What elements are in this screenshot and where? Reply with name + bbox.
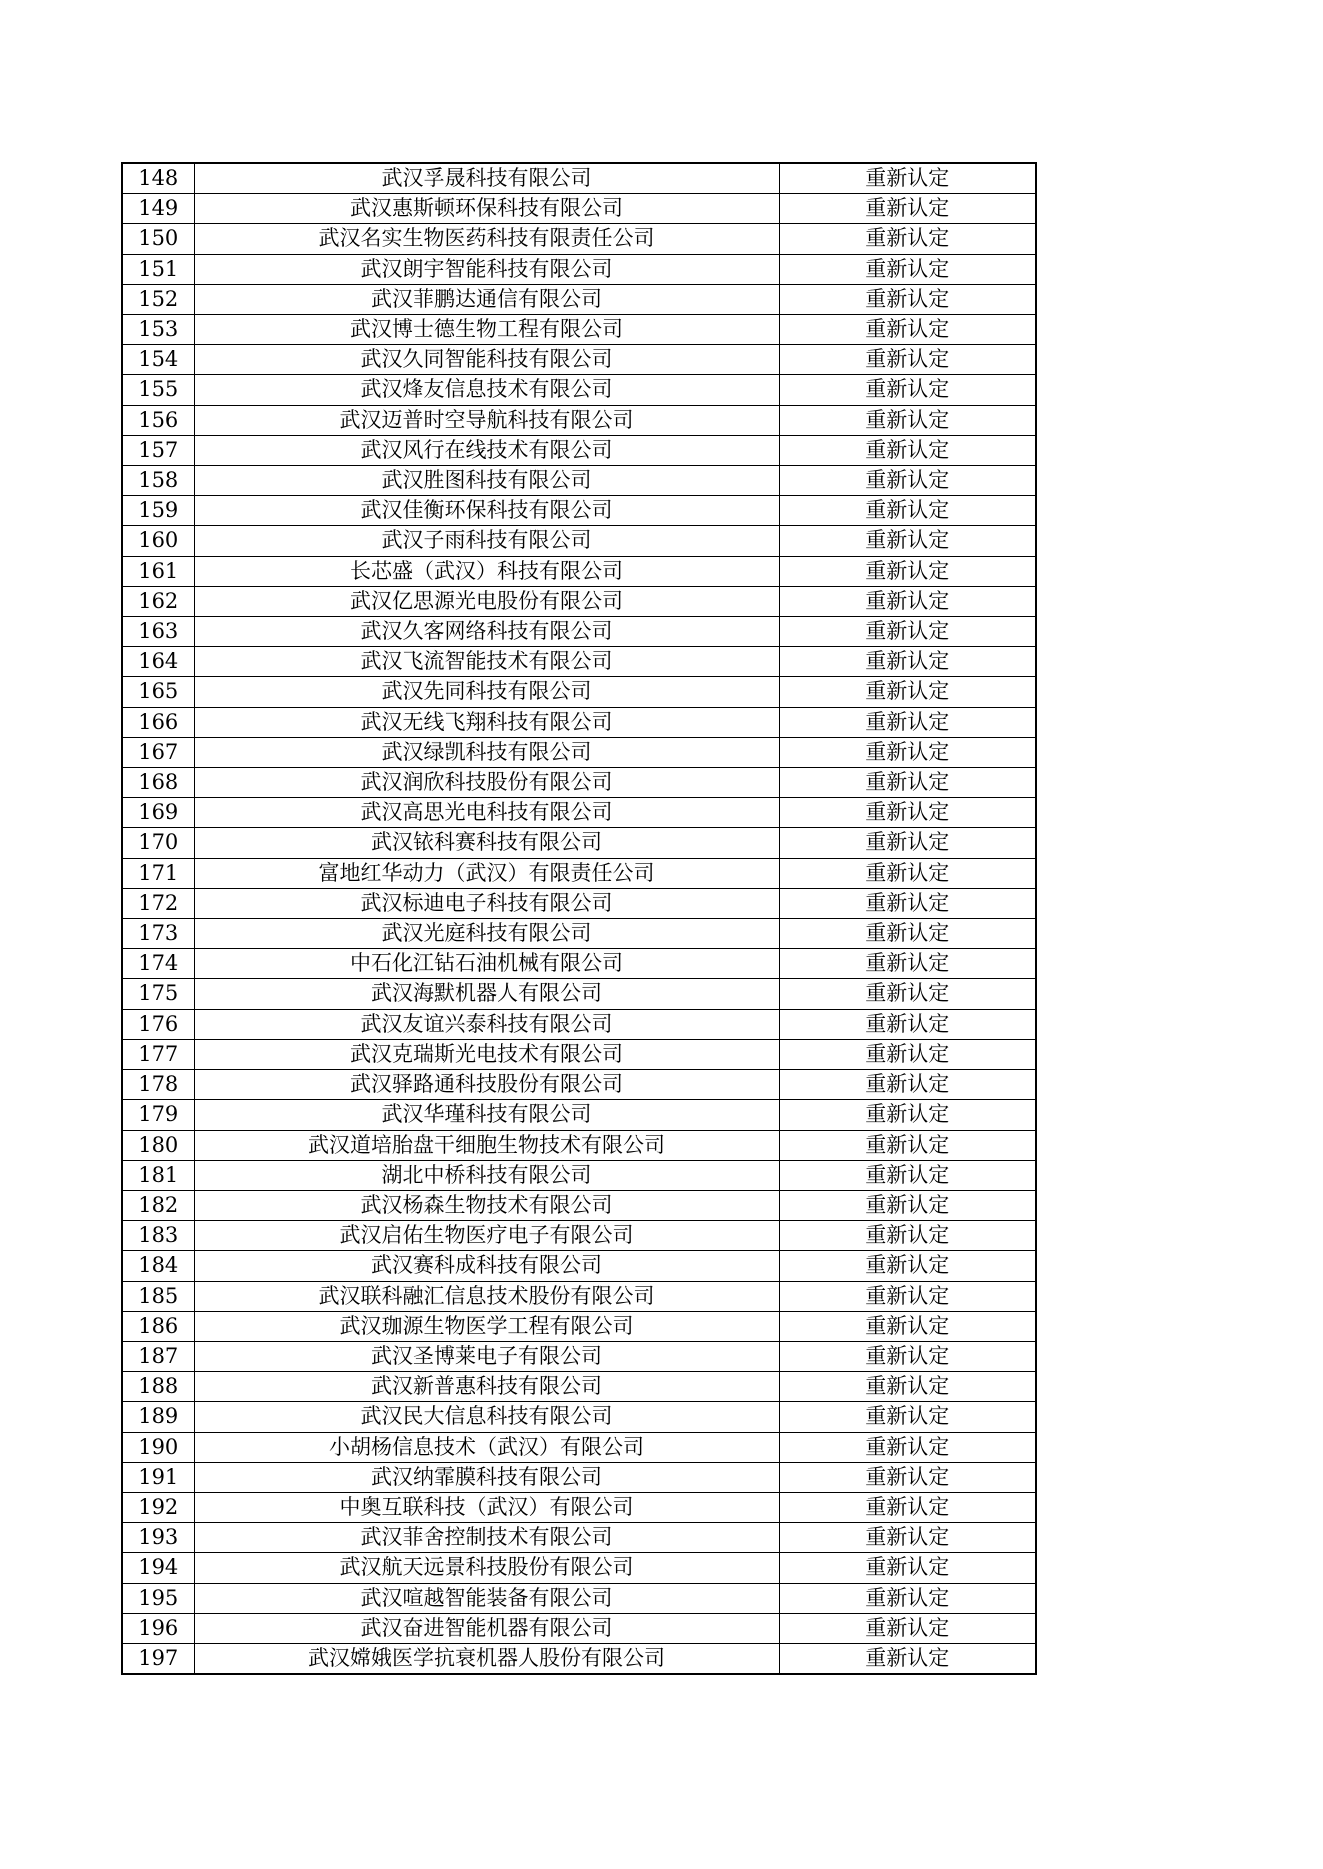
company-name-cell: 武汉珈源生物医学工程有限公司	[194, 1311, 779, 1341]
certification-type-cell: 重新认定	[779, 1432, 1036, 1462]
table-row	[122, 1553, 1036, 1583]
company-name-cell: 武汉赛科成科技有限公司	[194, 1251, 779, 1281]
table-row	[122, 163, 1036, 194]
company-name-cell: 武汉标迪电子科技有限公司	[194, 888, 779, 918]
company-name-cell: 武汉久客网络科技有限公司	[194, 617, 779, 647]
table-row	[122, 1341, 1036, 1371]
certification-type-cell: 重新认定	[779, 1613, 1036, 1643]
company-name-cell: 武汉博士德生物工程有限公司	[194, 315, 779, 345]
certification-type-cell: 重新认定	[779, 1221, 1036, 1251]
company-name-cell: 武汉迈普时空导航科技有限公司	[194, 405, 779, 435]
certification-type-cell: 重新认定	[779, 949, 1036, 979]
certification-type-cell: 重新认定	[779, 526, 1036, 556]
company-list-table	[121, 162, 1037, 1675]
company-name-cell: 武汉子雨科技有限公司	[194, 526, 779, 556]
table-row	[122, 1190, 1036, 1220]
table-row	[122, 828, 1036, 858]
company-name-cell: 武汉久同智能科技有限公司	[194, 345, 779, 375]
company-name-cell: 武汉联科融汇信息技术股份有限公司	[194, 1281, 779, 1311]
certification-type-cell: 重新认定	[779, 1492, 1036, 1522]
table-row	[122, 1613, 1036, 1643]
table-row	[122, 737, 1036, 767]
table-row	[122, 556, 1036, 586]
company-name-cell: 长芯盛（武汉）科技有限公司	[194, 556, 779, 586]
row-number-cell: 168	[122, 768, 194, 798]
table-row	[122, 677, 1036, 707]
row-number-cell: 179	[122, 1100, 194, 1130]
company-name-cell: 武汉圣博莱电子有限公司	[194, 1341, 779, 1371]
row-number-cell: 192	[122, 1492, 194, 1522]
table-row	[122, 1462, 1036, 1492]
table-row	[122, 496, 1036, 526]
company-name-cell: 武汉飞流智能技术有限公司	[194, 647, 779, 677]
table-row	[122, 1432, 1036, 1462]
company-name-cell: 武汉烽友信息技术有限公司	[194, 375, 779, 405]
table-row	[122, 888, 1036, 918]
row-number-cell: 162	[122, 586, 194, 616]
company-name-cell: 武汉嫦娥医学抗衰机器人股份有限公司	[194, 1643, 779, 1674]
certification-type-cell: 重新认定	[779, 828, 1036, 858]
company-name-cell: 富地红华动力（武汉）有限责任公司	[194, 858, 779, 888]
row-number-cell: 160	[122, 526, 194, 556]
certification-type-cell: 重新认定	[779, 677, 1036, 707]
table-row	[122, 586, 1036, 616]
company-name-cell: 武汉克瑞斯光电技术有限公司	[194, 1039, 779, 1069]
table-row	[122, 798, 1036, 828]
certification-type-cell: 重新认定	[779, 1553, 1036, 1583]
row-number-cell: 197	[122, 1643, 194, 1674]
certification-type-cell: 重新认定	[779, 1100, 1036, 1130]
certification-type-cell: 重新认定	[779, 466, 1036, 496]
row-number-cell: 176	[122, 1009, 194, 1039]
company-name-cell: 武汉驿路通科技股份有限公司	[194, 1070, 779, 1100]
table-row	[122, 647, 1036, 677]
certification-type-cell: 重新认定	[779, 496, 1036, 526]
company-name-cell: 武汉纳霏膜科技有限公司	[194, 1462, 779, 1492]
row-number-cell: 190	[122, 1432, 194, 1462]
table-row	[122, 979, 1036, 1009]
certification-type-cell: 重新认定	[779, 315, 1036, 345]
certification-type-cell: 重新认定	[779, 1341, 1036, 1371]
row-number-cell: 178	[122, 1070, 194, 1100]
certification-type-cell: 重新认定	[779, 224, 1036, 254]
company-name-cell: 武汉杨森生物技术有限公司	[194, 1190, 779, 1220]
certification-type-cell: 重新认定	[779, 617, 1036, 647]
table-row	[122, 919, 1036, 949]
company-name-cell: 武汉佳衡环保科技有限公司	[194, 496, 779, 526]
table-row	[122, 1009, 1036, 1039]
row-number-cell: 153	[122, 315, 194, 345]
row-number-cell: 189	[122, 1402, 194, 1432]
certification-type-cell: 重新认定	[779, 1039, 1036, 1069]
certification-type-cell: 重新认定	[779, 1190, 1036, 1220]
row-number-cell: 151	[122, 254, 194, 284]
row-number-cell: 158	[122, 466, 194, 496]
row-number-cell: 150	[122, 224, 194, 254]
row-number-cell: 159	[122, 496, 194, 526]
company-name-cell: 武汉孚晟科技有限公司	[194, 163, 779, 194]
table-row	[122, 1583, 1036, 1613]
certification-type-cell: 重新认定	[779, 1583, 1036, 1613]
certification-type-cell: 重新认定	[779, 375, 1036, 405]
row-number-cell: 169	[122, 798, 194, 828]
certification-type-cell: 重新认定	[779, 707, 1036, 737]
company-name-cell: 武汉名实生物医药科技有限责任公司	[194, 224, 779, 254]
row-number-cell: 193	[122, 1523, 194, 1553]
table-row	[122, 315, 1036, 345]
certification-type-cell: 重新认定	[779, 435, 1036, 465]
row-number-cell: 181	[122, 1160, 194, 1190]
company-name-cell: 武汉朗宇智能科技有限公司	[194, 254, 779, 284]
row-number-cell: 172	[122, 888, 194, 918]
row-number-cell: 195	[122, 1583, 194, 1613]
table-row	[122, 858, 1036, 888]
certification-type-cell: 重新认定	[779, 586, 1036, 616]
table-row	[122, 466, 1036, 496]
certification-type-cell: 重新认定	[779, 405, 1036, 435]
company-name-cell: 武汉高思光电科技有限公司	[194, 798, 779, 828]
certification-type-cell: 重新认定	[779, 284, 1036, 314]
table-row	[122, 617, 1036, 647]
company-name-cell: 武汉启佑生物医疗电子有限公司	[194, 1221, 779, 1251]
certification-type-cell: 重新认定	[779, 1402, 1036, 1432]
row-number-cell: 173	[122, 919, 194, 949]
table-row	[122, 1221, 1036, 1251]
certification-type-cell: 重新认定	[779, 1643, 1036, 1674]
row-number-cell: 155	[122, 375, 194, 405]
row-number-cell: 194	[122, 1553, 194, 1583]
row-number-cell: 187	[122, 1341, 194, 1371]
certification-type-cell: 重新认定	[779, 163, 1036, 194]
company-name-cell: 武汉菲舍控制技术有限公司	[194, 1523, 779, 1553]
row-number-cell: 191	[122, 1462, 194, 1492]
company-name-cell: 武汉菲鹏达通信有限公司	[194, 284, 779, 314]
company-name-cell: 武汉奋进智能机器有限公司	[194, 1613, 779, 1643]
company-name-cell: 武汉海默机器人有限公司	[194, 979, 779, 1009]
row-number-cell: 157	[122, 435, 194, 465]
certification-type-cell: 重新认定	[779, 979, 1036, 1009]
row-number-cell: 152	[122, 284, 194, 314]
row-number-cell: 175	[122, 979, 194, 1009]
certification-type-cell: 重新认定	[779, 556, 1036, 586]
table-row	[122, 254, 1036, 284]
table-row	[122, 1281, 1036, 1311]
company-name-cell: 武汉风行在线技术有限公司	[194, 435, 779, 465]
table-row	[122, 1039, 1036, 1069]
table-row	[122, 707, 1036, 737]
company-name-cell: 武汉先同科技有限公司	[194, 677, 779, 707]
company-name-cell: 武汉亿思源光电股份有限公司	[194, 586, 779, 616]
company-name-cell: 中石化江钻石油机械有限公司	[194, 949, 779, 979]
company-name-cell: 武汉铱科赛科技有限公司	[194, 828, 779, 858]
row-number-cell: 167	[122, 737, 194, 767]
table-row	[122, 1372, 1036, 1402]
certification-type-cell: 重新认定	[779, 1130, 1036, 1160]
certification-type-cell: 重新认定	[779, 1523, 1036, 1553]
certification-type-cell: 重新认定	[779, 798, 1036, 828]
company-name-cell: 湖北中桥科技有限公司	[194, 1160, 779, 1190]
row-number-cell: 177	[122, 1039, 194, 1069]
row-number-cell: 182	[122, 1190, 194, 1220]
certification-type-cell: 重新认定	[779, 254, 1036, 284]
company-name-cell: 武汉道培胎盘干细胞生物技术有限公司	[194, 1130, 779, 1160]
company-name-cell: 小胡杨信息技术（武汉）有限公司	[194, 1432, 779, 1462]
row-number-cell: 148	[122, 163, 194, 194]
table-row	[122, 375, 1036, 405]
table-row	[122, 345, 1036, 375]
table-row	[122, 1070, 1036, 1100]
certification-type-cell: 重新认定	[779, 858, 1036, 888]
table-row	[122, 526, 1036, 556]
company-name-cell: 武汉新普惠科技有限公司	[194, 1372, 779, 1402]
row-number-cell: 183	[122, 1221, 194, 1251]
row-number-cell: 154	[122, 345, 194, 375]
certification-type-cell: 重新认定	[779, 1009, 1036, 1039]
company-name-cell: 武汉民大信息科技有限公司	[194, 1402, 779, 1432]
company-name-cell: 武汉友谊兴泰科技有限公司	[194, 1009, 779, 1039]
company-name-cell: 武汉绿凯科技有限公司	[194, 737, 779, 767]
certification-type-cell: 重新认定	[779, 737, 1036, 767]
row-number-cell: 185	[122, 1281, 194, 1311]
certification-type-cell: 重新认定	[779, 647, 1036, 677]
company-name-cell: 武汉光庭科技有限公司	[194, 919, 779, 949]
row-number-cell: 180	[122, 1130, 194, 1160]
certification-type-cell: 重新认定	[779, 1462, 1036, 1492]
table-row	[122, 405, 1036, 435]
table-row	[122, 1643, 1036, 1674]
certification-type-cell: 重新认定	[779, 919, 1036, 949]
certification-type-cell: 重新认定	[779, 888, 1036, 918]
company-name-cell: 武汉胜图科技有限公司	[194, 466, 779, 496]
company-name-cell: 武汉华瑾科技有限公司	[194, 1100, 779, 1130]
table-row	[122, 1402, 1036, 1432]
certification-type-cell: 重新认定	[779, 345, 1036, 375]
row-number-cell: 161	[122, 556, 194, 586]
table-row	[122, 949, 1036, 979]
table-row	[122, 1100, 1036, 1130]
company-name-cell: 武汉喧越智能装备有限公司	[194, 1583, 779, 1613]
certification-type-cell: 重新认定	[779, 194, 1036, 224]
certification-type-cell: 重新认定	[779, 1281, 1036, 1311]
table-row	[122, 194, 1036, 224]
table-row	[122, 1160, 1036, 1190]
certification-type-cell: 重新认定	[779, 1372, 1036, 1402]
table-row	[122, 224, 1036, 254]
company-name-cell: 武汉润欣科技股份有限公司	[194, 768, 779, 798]
row-number-cell: 164	[122, 647, 194, 677]
table-row	[122, 1492, 1036, 1522]
row-number-cell: 174	[122, 949, 194, 979]
certification-type-cell: 重新认定	[779, 1070, 1036, 1100]
table-row	[122, 1523, 1036, 1553]
company-name-cell: 中奥互联科技（武汉）有限公司	[194, 1492, 779, 1522]
row-number-cell: 186	[122, 1311, 194, 1341]
table-row	[122, 1251, 1036, 1281]
certification-type-cell: 重新认定	[779, 1160, 1036, 1190]
row-number-cell: 166	[122, 707, 194, 737]
row-number-cell: 163	[122, 617, 194, 647]
row-number-cell: 184	[122, 1251, 194, 1281]
table-row	[122, 284, 1036, 314]
row-number-cell: 196	[122, 1613, 194, 1643]
certification-type-cell: 重新认定	[779, 1251, 1036, 1281]
certification-type-cell: 重新认定	[779, 768, 1036, 798]
row-number-cell: 170	[122, 828, 194, 858]
row-number-cell: 165	[122, 677, 194, 707]
company-name-cell: 武汉无线飞翔科技有限公司	[194, 707, 779, 737]
row-number-cell: 171	[122, 858, 194, 888]
certification-type-cell: 重新认定	[779, 1311, 1036, 1341]
row-number-cell: 156	[122, 405, 194, 435]
table-row	[122, 1311, 1036, 1341]
row-number-cell: 188	[122, 1372, 194, 1402]
row-number-cell: 149	[122, 194, 194, 224]
company-name-cell: 武汉惠斯顿环保科技有限公司	[194, 194, 779, 224]
table-row	[122, 768, 1036, 798]
table-row	[122, 435, 1036, 465]
table-body	[122, 163, 1036, 1674]
company-name-cell: 武汉航天远景科技股份有限公司	[194, 1553, 779, 1583]
table-row	[122, 1130, 1036, 1160]
